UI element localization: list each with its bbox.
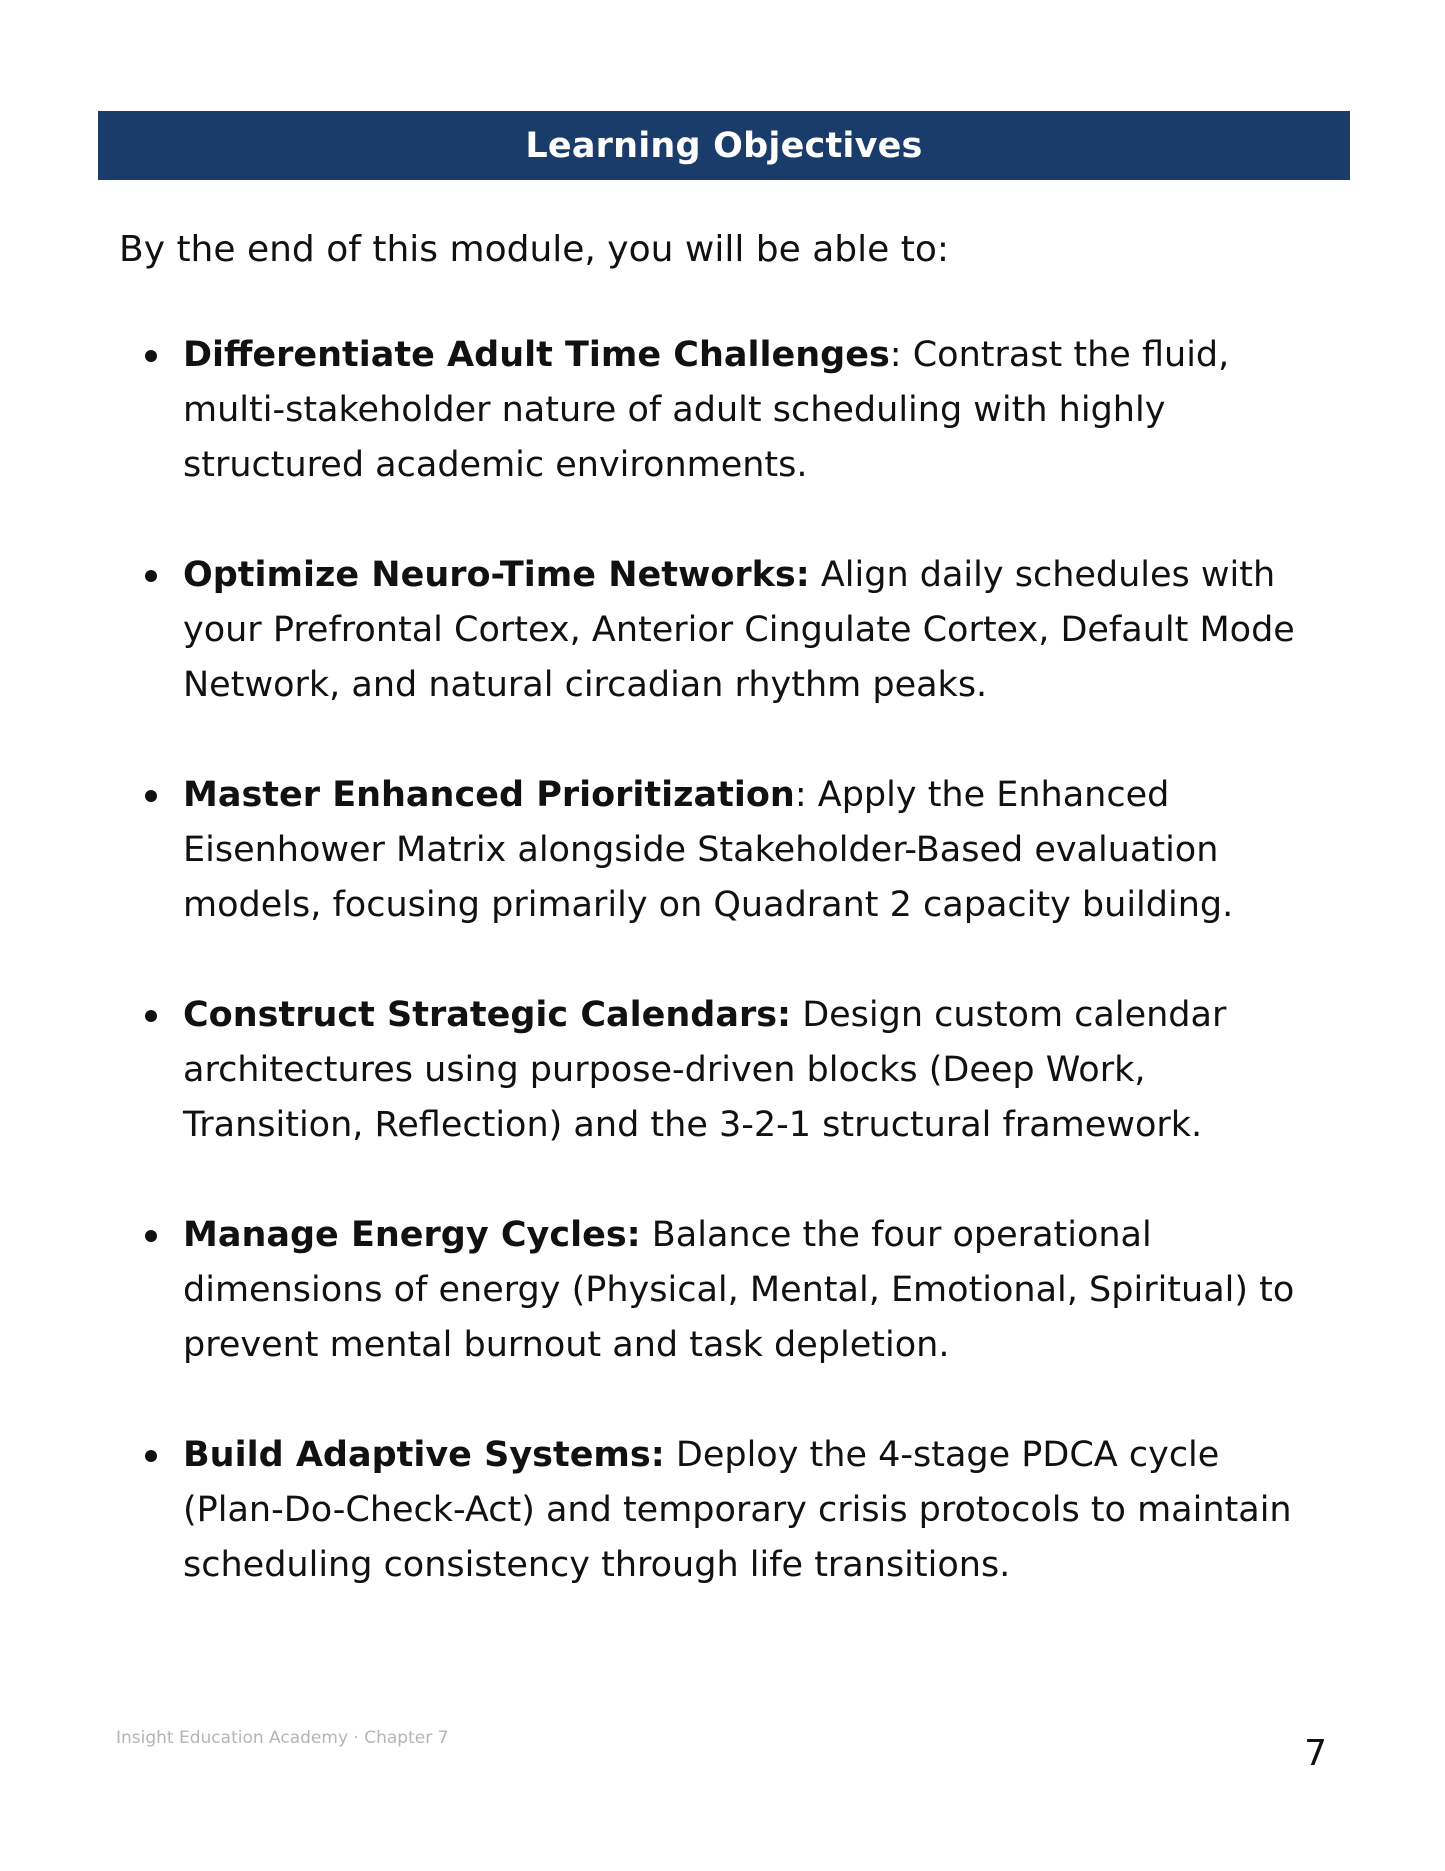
objective-item bbox=[0, 328, 1323, 493]
objective-text: Deploy the 4-stage PDCA cycle (Plan-Do-Check-Act) and temporary crisis protocols to maintain scheduling consistency through life transitions. bbox=[183, 1435, 1292, 1585]
objective-text: Contrast the fluid, multi-stakeholder nature of adult scheduling with highly structured academic environments. bbox=[183, 335, 1230, 485]
bullet-icon bbox=[145, 1230, 157, 1242]
objective-title: Optimize Neuro-Time Networks: bbox=[183, 555, 810, 595]
objective-separator bbox=[665, 1435, 676, 1475]
objective-text: Align daily schedules with your Prefrontal Cortex, Anterior Cingulate Cortex, Default Mode Network, and natural circadian rhythm peaks. bbox=[183, 555, 1295, 705]
objective-item bbox=[0, 988, 1323, 1153]
objective-title: Master Enhanced Prioritization bbox=[183, 775, 795, 815]
objective-text: Design custom calendar architectures using purpose-driven blocks (Deep Work, Transition, Reflection) and the 3-2-1 structural framework. bbox=[183, 995, 1227, 1145]
objective-item bbox=[0, 1428, 1323, 1593]
bullet-icon bbox=[145, 1010, 157, 1022]
section-header-bar bbox=[98, 111, 1350, 180]
bullet-icon bbox=[145, 790, 157, 802]
objective-item bbox=[0, 768, 1323, 933]
objective-item bbox=[0, 1208, 1323, 1373]
objective-separator bbox=[641, 1215, 652, 1255]
objective-title: Manage Energy Cycles: bbox=[183, 1215, 641, 1255]
objective-separator: : bbox=[889, 335, 913, 375]
objective-separator: : bbox=[794, 775, 818, 815]
objective-title: Differentiate Adult Time Challenges bbox=[183, 335, 890, 375]
objective-title: Build Adaptive Systems: bbox=[183, 1435, 665, 1475]
bullet-icon bbox=[145, 570, 157, 582]
section-title: Learning Objectives bbox=[525, 125, 923, 166]
objective-text: Balance the four operational dimensions of energy (Physical, Mental, Emotional, Spiritual) to prevent mental burnout and task depletion. bbox=[183, 1215, 1295, 1365]
objective-title: Construct Strategic Calendars: bbox=[183, 995, 792, 1035]
footer-text: Insight Education Academy · Chapter 7 bbox=[116, 1728, 449, 1748]
bullet-icon bbox=[145, 350, 157, 362]
objective-separator bbox=[791, 995, 802, 1035]
objective-separator bbox=[810, 555, 821, 595]
page-number: 7 bbox=[1304, 1733, 1327, 1774]
objective-text: Apply the Enhanced Eisenhower Matrix alongside Stakeholder-Based evaluation models, focusing primarily on Quadrant 2 capacity building. bbox=[183, 775, 1234, 925]
intro-text: By the end of this module, you will be able to: bbox=[119, 229, 950, 270]
objectives-list bbox=[0, 328, 1445, 1648]
objective-item bbox=[0, 548, 1323, 713]
bullet-icon bbox=[145, 1450, 157, 1462]
